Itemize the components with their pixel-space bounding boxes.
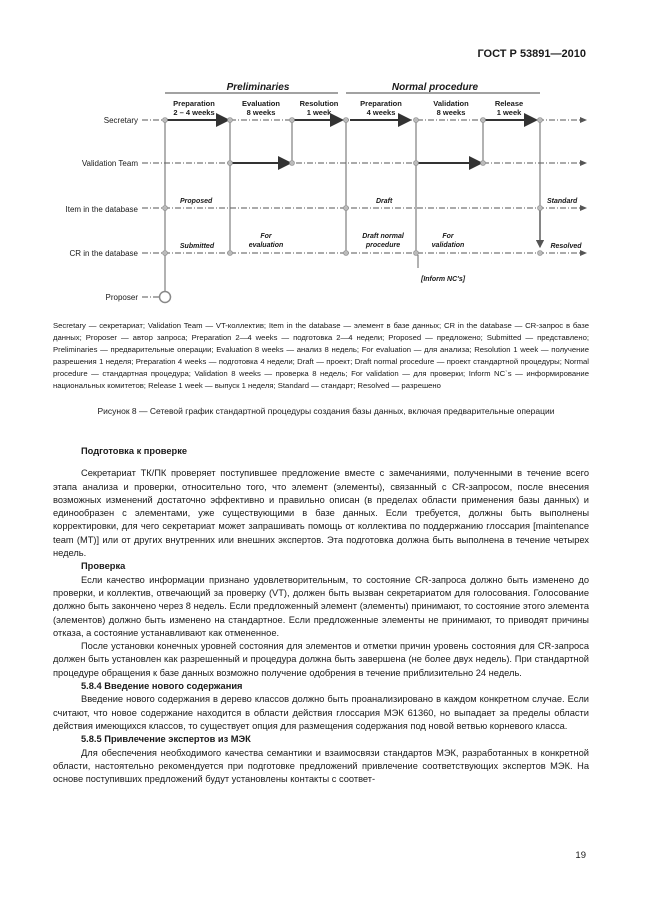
state-for-eval-1: For — [260, 233, 272, 240]
lane-secretary: Secretary — [103, 116, 138, 125]
stage-name-3: Resolution — [299, 99, 339, 108]
standard-header: ГОСТ Р 53891—2010 — [477, 48, 586, 60]
state-draft-normal-1: Draft normal — [362, 233, 404, 240]
stage-dur-6: 1 week — [496, 108, 522, 117]
lane-cr: CR in the database — [69, 249, 138, 258]
paragraph: Если качество информации признано удовлетворительным, то состояние CR-запроса должно быть изменено до проверки, и коллектив, отвечающий за проверку (VT), должен быть вызван секретариатом для голосования. Голосование должно быть закончено через 8 недель. Если предложенный элемент (элементы) принимают, то состояние этого элемента (элементов) должно быть изменено на стандартное. Если предложенные элементы не принимают, то приводят причины отказа, а состояние устанавливают как отмененное. — [53, 574, 589, 638]
paragraph: Для обеспечения необходимого качества семантики и взаимосвязи стандартов МЭК, разработанных в конкретной области, настоятельно рекомендуется при подготовке предложений привлечение соответствующих экспертов МЭК. На основе поступивших предложений будут установлены контакты с соответ- — [53, 747, 589, 785]
node — [228, 251, 233, 256]
stage-dur-3: 1 week — [306, 108, 332, 117]
state-draft-normal-2: procedure — [365, 242, 401, 249]
node — [163, 206, 168, 211]
node — [228, 118, 233, 123]
body-text — [53, 445, 589, 786]
node — [538, 118, 543, 123]
lane-proposer: Proposer — [105, 293, 138, 302]
proposer-start-node — [160, 292, 171, 303]
state-proposed: Proposed — [180, 198, 213, 205]
phase-normal: Normal procedure — [391, 82, 479, 93]
stage-name-2: Evaluation — [242, 99, 280, 108]
heading-5-8-5: 5.8.5 Привлечение экспертов из МЭК — [81, 734, 251, 745]
paragraph: После установки конечных уровней состояния для элементов и отметки причин уровень состояния для CR-запроса должен быть установлен как разрешенный и процедура должна быть завершена (не более двух недель). При стандартной процедуре обращения к базе данных возможно получение одобрения в течение приблизительно 24 недель. — [53, 641, 589, 678]
node — [228, 161, 233, 166]
state-for-val-2: validation — [431, 242, 465, 249]
node — [290, 118, 295, 123]
stage-dur-2: 8 weeks — [246, 108, 276, 117]
stage-name-1: Preparation — [173, 99, 215, 108]
lane-arrow-3 — [580, 205, 587, 211]
node — [538, 251, 543, 256]
inform-nc: [Inform NC's] — [421, 276, 466, 283]
node — [344, 118, 349, 123]
node — [414, 118, 419, 123]
stage-dur-4: 4 weeks — [366, 108, 396, 117]
node — [290, 161, 295, 166]
node — [163, 118, 168, 123]
state-for-eval-2: evaluation — [248, 242, 284, 249]
stage-name-4: Preparation — [360, 99, 402, 108]
lane-validation-team: Validation Team — [81, 159, 138, 168]
figure-caption: Рисунок 8 — Сетевой график стандартной процедуры создания базы данных, включая предварительные операции — [97, 406, 555, 416]
stage-dur-5: 8 weeks — [436, 108, 466, 117]
lane-item: Item in the database — [65, 205, 138, 214]
node — [344, 206, 349, 211]
heading-5-8-4: 5.8.4 Введение нового содержания — [81, 681, 243, 692]
phase-preliminaries: Preliminaries — [226, 82, 290, 93]
paragraph: Секретариат ТК/ПК проверяет поступившее предложение вместе с замечаниями, полученными в течение всего этапа анализа и проверки, относительно того, что элемент (элементы), связанный с CR-запросом, после внесения возможных изменений достаточно эффективно и правильно описан (в пределах области применения базы данных) и единообразен с элементами, уже существующими в базе данных. Если требуется, должны быть выполнены корректировки, для чего секретариат может запрашивать помощь от коллектива по поддержанию глоссария [maintenance team (MT)] или от других внутренних или внешних экспертов. Эта подготовка должна быть выполнена в течение четырех недель. — [53, 468, 589, 559]
node — [414, 161, 419, 166]
node — [163, 251, 168, 256]
figure-legend: Secretary — секретариат; Validation Team — VT-коллектив; Item in the database — элемент в базе данных; CR in the database — CR-запрос в базе данных; Proposer — автор запроса; Preparation 2—4 weeks — подготовка 2—4 недели; Proposed — предложено; Submitted — представлено; Preliminaries — предварительные операции; Evaluation 8 weeks — анализ 8 недель; For evaluation — для анализа; Resolution 1 week — получение разрешения 1 неделя; Preparation 4 weeks — подготовка 4 недели; Draft — проект; Draft normal procedure — проект стандартной процедуры; Normal procedure — стандартная процедура; Validation 8 weeks — проверка 8 недель; For validation — для проверки; Inform NC`s — информирование национальных комитетов; Release 1 week — выпуск 1 неделя; Standard — стандарт; Resolved — разрешено — [53, 321, 589, 390]
node — [344, 251, 349, 256]
lane-arrow-4 — [580, 250, 587, 256]
state-for-val-1: For — [442, 233, 454, 240]
lane-arrow-1 — [580, 117, 587, 123]
state-draft: Draft — [376, 198, 393, 205]
lane-arrow-2 — [580, 160, 587, 166]
state-standard: Standard — [547, 198, 578, 205]
node — [481, 161, 486, 166]
state-submitted: Submitted — [179, 243, 215, 250]
node — [538, 206, 543, 211]
state-resolved: Resolved — [550, 243, 582, 250]
paragraph: Введение нового содержания в дерево классов должно быть проанализировано в каждом конкретном случае. Если считают, что новое содержание находится в области действия глоссария МЭК 61360, но выпадает за пределы области действия имеющихся классов, то существует опция для размещения содержания под новой ветвью корневого класса. — [53, 694, 589, 731]
node — [414, 251, 419, 256]
heading-check: Проверка — [81, 561, 126, 572]
heading-preparation: Подготовка к проверке — [81, 446, 188, 456]
stage-name-5: Validation — [433, 99, 469, 108]
network-diagram — [0, 0, 646, 320]
stage-name-6: Release — [494, 99, 524, 108]
stage-dur-1: 2 – 4 weeks — [173, 108, 215, 117]
page-number: 19 — [575, 850, 586, 861]
node — [481, 118, 486, 123]
